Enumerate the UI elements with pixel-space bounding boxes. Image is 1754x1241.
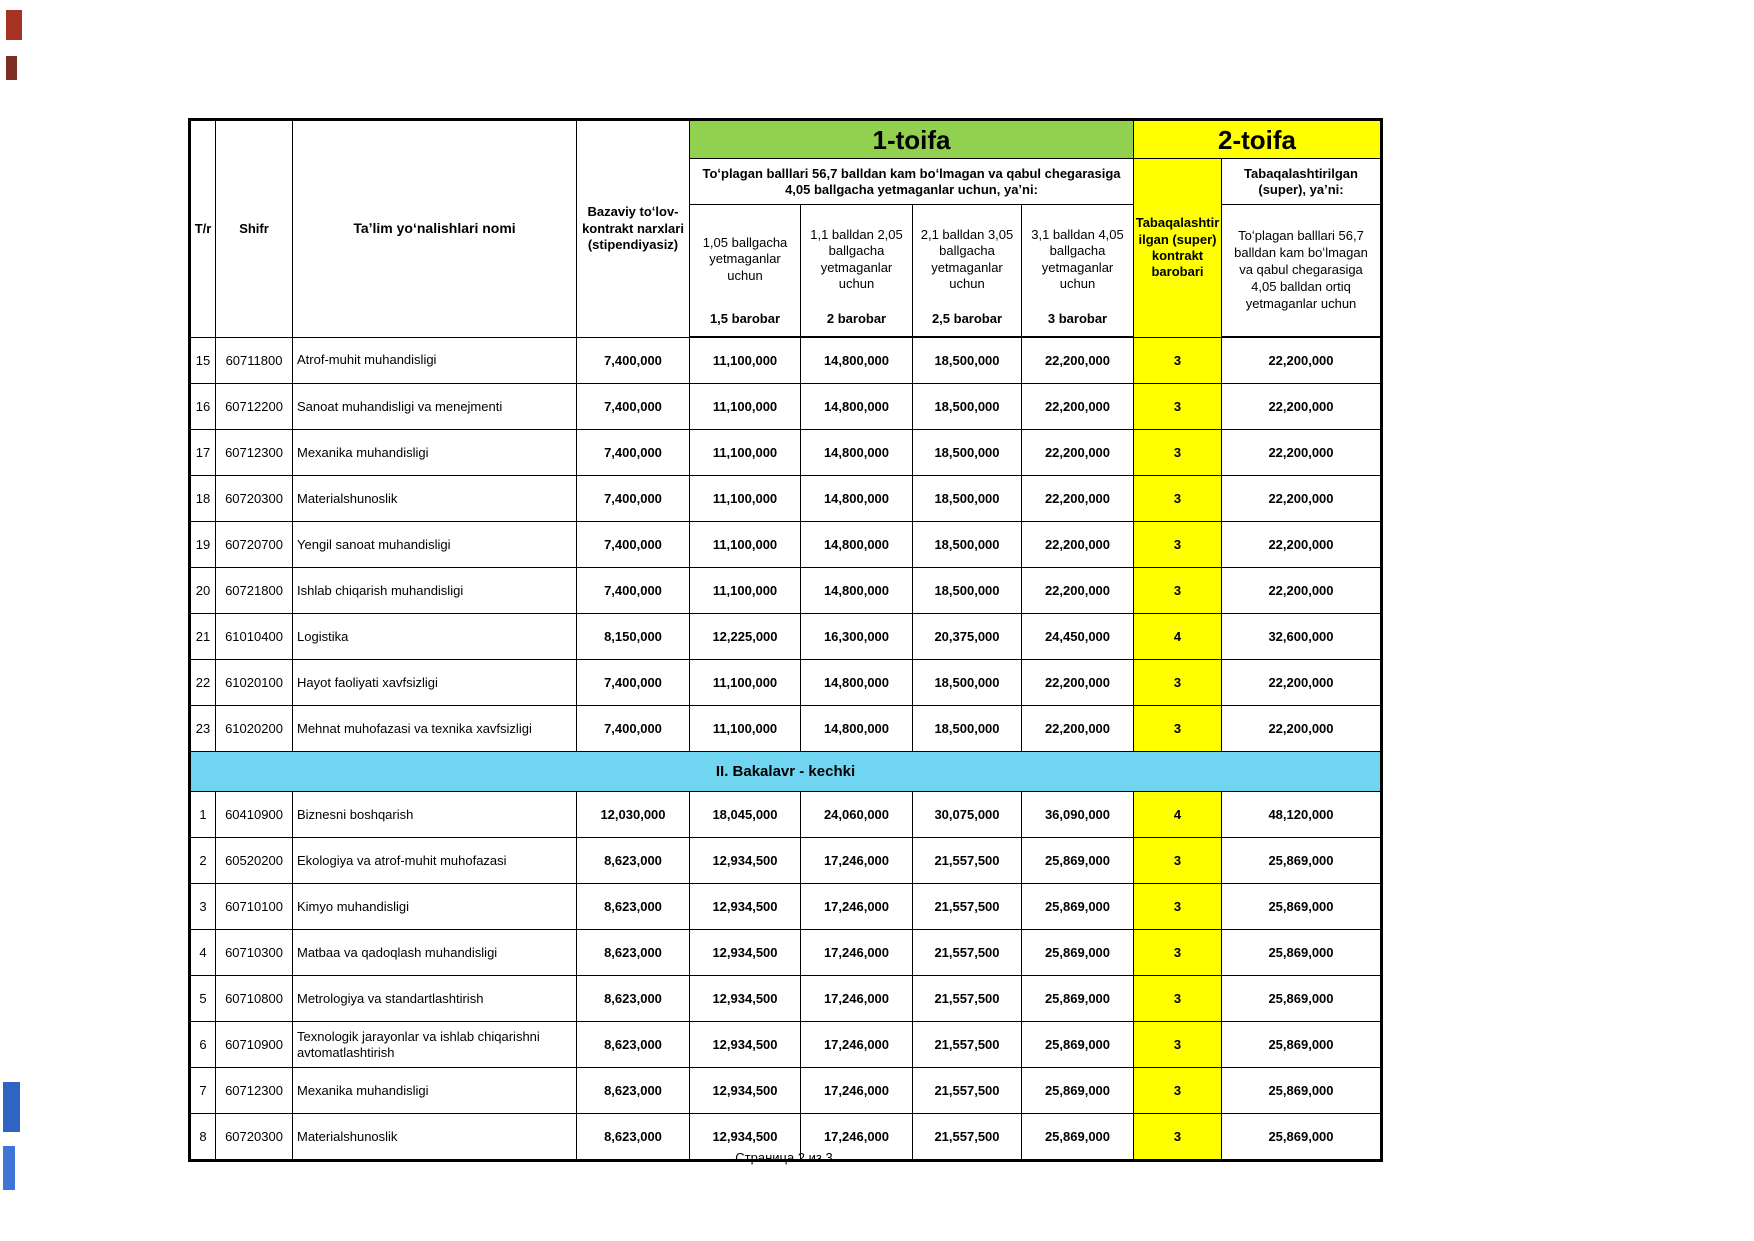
shifr-cell: 61020100	[216, 660, 293, 706]
price-3x-cell: 22,200,000	[1022, 706, 1134, 752]
row-number-cell: 5	[190, 976, 216, 1022]
table-row	[190, 930, 1382, 976]
shifr-cell: 60712300	[216, 1068, 293, 1114]
price-2-5x-cell: 21,557,500	[913, 884, 1022, 930]
price-3x-cell: 25,869,000	[1022, 884, 1134, 930]
price-1-5x-cell: 11,100,000	[690, 337, 801, 384]
super-price-cell: 25,869,000	[1222, 1068, 1382, 1114]
col-header-program-name: Taʼlim yoʻnalishlari nomi	[293, 120, 577, 338]
price-3x-cell: 25,869,000	[1022, 1114, 1134, 1161]
row-number-cell: 1	[190, 792, 216, 838]
table-row	[190, 706, 1382, 752]
shifr-cell: 60720300	[216, 1114, 293, 1161]
price-2-5x-cell: 21,557,500	[913, 1022, 1022, 1068]
table-row	[190, 660, 1382, 706]
price-3x-cell: 22,200,000	[1022, 337, 1134, 384]
table-row	[190, 976, 1382, 1022]
program-name-cell: Metrologiya va standartlashtirish	[293, 976, 577, 1022]
table-row	[190, 568, 1382, 614]
row-number-cell: 4	[190, 930, 216, 976]
super-price-cell: 48,120,000	[1222, 792, 1382, 838]
price-1-5x-cell: 12,934,500	[690, 1068, 801, 1114]
scan-edge-mark	[6, 56, 17, 80]
program-name-cell: Hayot faoliyati xavfsizligi	[293, 660, 577, 706]
price-2x-cell: 24,060,000	[801, 792, 913, 838]
price-1-5x-cell: 12,934,500	[690, 976, 801, 1022]
price-1-5x-cell: 11,100,000	[690, 476, 801, 522]
price-2x-cell: 14,800,000	[801, 384, 913, 430]
row-number-cell: 17	[190, 430, 216, 476]
bazaviy-price-cell: 7,400,000	[577, 660, 690, 706]
col-header-super-price: Toʻplagan balllari 56,7 balldan kam boʻlmagan va qabul chegarasiga 4,05 balldan ortiq yetmaganlar uchun	[1222, 205, 1382, 338]
bazaviy-price-cell: 8,150,000	[577, 614, 690, 660]
price-1-5x-cell: 11,100,000	[690, 430, 801, 476]
kontrakt-barobari-cell: 3	[1134, 976, 1222, 1022]
col-header-2-barobar	[801, 205, 913, 338]
shifr-cell: 60720700	[216, 522, 293, 568]
price-2-5x-cell: 18,500,000	[913, 384, 1022, 430]
subcol-factor: 3 barobar	[1047, 311, 1108, 326]
section-row	[190, 752, 1382, 792]
price-2-5x-cell: 18,500,000	[913, 568, 1022, 614]
shifr-cell: 60712200	[216, 384, 293, 430]
price-2-5x-cell: 30,075,000	[913, 792, 1022, 838]
table-row	[190, 522, 1382, 568]
kontrakt-barobari-cell: 3	[1134, 1022, 1222, 1068]
subcol-factor: 2 barobar	[826, 311, 887, 326]
kontrakt-barobari-cell: 3	[1134, 838, 1222, 884]
price-2x-cell: 17,246,000	[801, 930, 913, 976]
section-title: II. Bakalavr - kechki	[190, 752, 1382, 792]
row-number-cell: 20	[190, 568, 216, 614]
kontrakt-barobari-cell: 3	[1134, 1114, 1222, 1161]
price-2x-cell: 17,246,000	[801, 1022, 913, 1068]
kontrakt-barobari-cell: 3	[1134, 337, 1222, 384]
price-2x-cell: 14,800,000	[801, 430, 913, 476]
scan-edge-mark	[6, 10, 22, 40]
price-2-5x-cell: 21,557,500	[913, 1114, 1022, 1161]
price-3x-cell: 22,200,000	[1022, 384, 1134, 430]
subcol-desc: 1,1 balldan 2,05 ballgacha yetmaganlar uchun	[810, 227, 903, 291]
bazaviy-price-cell: 8,623,000	[577, 884, 690, 930]
shifr-cell: 60710900	[216, 1022, 293, 1068]
toifa1-banner: 1-toifa	[690, 120, 1134, 159]
program-name-cell: Biznesni boshqarish	[293, 792, 577, 838]
program-name-cell: Materialshunoslik	[293, 1114, 577, 1161]
program-name-cell: Atrof-muhit muhandisligi	[293, 337, 577, 384]
row-number-cell: 19	[190, 522, 216, 568]
kontrakt-barobari-cell: 3	[1134, 884, 1222, 930]
kontrakt-barobari-cell: 3	[1134, 706, 1222, 752]
bazaviy-price-cell: 7,400,000	[577, 337, 690, 384]
bazaviy-price-cell: 7,400,000	[577, 522, 690, 568]
super-price-cell: 22,200,000	[1222, 568, 1382, 614]
super-price-cell: 22,200,000	[1222, 384, 1382, 430]
price-1-5x-cell: 12,934,500	[690, 838, 801, 884]
col-header-2-5-barobar	[913, 205, 1022, 338]
row-number-cell: 8	[190, 1114, 216, 1161]
shifr-cell: 60721800	[216, 568, 293, 614]
price-1-5x-cell: 12,225,000	[690, 614, 801, 660]
super-price-cell: 22,200,000	[1222, 430, 1382, 476]
program-name-cell: Materialshunoslik	[293, 476, 577, 522]
shifr-cell: 60520200	[216, 838, 293, 884]
toifa2-note: Tabaqalashtirilgan (super), yaʼni:	[1222, 159, 1382, 205]
table-row	[190, 1022, 1382, 1068]
price-2x-cell: 14,800,000	[801, 568, 913, 614]
scan-edge-mark	[3, 1146, 15, 1190]
price-2-5x-cell: 21,557,500	[913, 838, 1022, 884]
program-name-cell: Texnologik jarayonlar va ishlab chiqarishni avtomatlashtirish	[293, 1022, 577, 1068]
price-2-5x-cell: 21,557,500	[913, 930, 1022, 976]
program-name-cell: Logistika	[293, 614, 577, 660]
super-price-cell: 25,869,000	[1222, 1114, 1382, 1161]
subcol-desc: 2,1 balldan 3,05 ballgacha yetmaganlar uchun	[920, 227, 1014, 291]
row-number-cell: 2	[190, 838, 216, 884]
program-name-cell: Mexanika muhandisligi	[293, 430, 577, 476]
program-name-cell: Matbaa va qadoqlash muhandisligi	[293, 930, 577, 976]
price-3x-cell: 25,869,000	[1022, 1022, 1134, 1068]
shifr-cell: 61010400	[216, 614, 293, 660]
price-1-5x-cell: 11,100,000	[690, 568, 801, 614]
price-2-5x-cell: 18,500,000	[913, 660, 1022, 706]
price-2x-cell: 17,246,000	[801, 884, 913, 930]
price-3x-cell: 22,200,000	[1022, 476, 1134, 522]
price-2-5x-cell: 18,500,000	[913, 430, 1022, 476]
price-3x-cell: 25,869,000	[1022, 838, 1134, 884]
shifr-cell: 60720300	[216, 476, 293, 522]
price-3x-cell: 25,869,000	[1022, 1068, 1134, 1114]
shifr-cell: 60712300	[216, 430, 293, 476]
row-number-cell: 21	[190, 614, 216, 660]
table-row	[190, 884, 1382, 930]
row-number-cell: 18	[190, 476, 216, 522]
toifa1-note: Toʻplagan balllari 56,7 balldan kam boʻlmagan va qabul chegarasiga 4,05 ballgacha yetmaganlar uchun, yaʼni:	[690, 159, 1134, 205]
price-2-5x-cell: 18,500,000	[913, 476, 1022, 522]
price-3x-cell: 22,200,000	[1022, 568, 1134, 614]
price-2x-cell: 17,246,000	[801, 1114, 913, 1161]
super-price-cell: 32,600,000	[1222, 614, 1382, 660]
row-number-cell: 3	[190, 884, 216, 930]
shifr-cell: 60410900	[216, 792, 293, 838]
price-2x-cell: 14,800,000	[801, 522, 913, 568]
bazaviy-price-cell: 7,400,000	[577, 568, 690, 614]
row-number-cell: 22	[190, 660, 216, 706]
table-row	[190, 337, 1382, 384]
shifr-cell: 60710300	[216, 930, 293, 976]
price-2x-cell: 17,246,000	[801, 838, 913, 884]
subcol-desc: 3,1 balldan 4,05 ballgacha yetmaganlar uchun	[1031, 227, 1124, 291]
row-number-cell: 7	[190, 1068, 216, 1114]
program-name-cell: Mehnat muhofazasi va texnika xavfsizligi	[293, 706, 577, 752]
col-header-tr: T/r	[190, 120, 216, 338]
kontrakt-barobari-cell: 3	[1134, 384, 1222, 430]
page-number: Страница 2 из 3	[735, 1150, 833, 1165]
shifr-cell: 60710800	[216, 976, 293, 1022]
shifr-cell: 61020200	[216, 706, 293, 752]
toifa2-banner: 2-toifa	[1134, 120, 1382, 159]
price-3x-cell: 25,869,000	[1022, 976, 1134, 1022]
price-1-5x-cell: 11,100,000	[690, 384, 801, 430]
program-name-cell: Ishlab chiqarish muhandisligi	[293, 568, 577, 614]
subcol-factor: 1,5 barobar	[709, 311, 781, 326]
kontrakt-barobari-cell: 3	[1134, 568, 1222, 614]
super-price-cell: 25,869,000	[1222, 1022, 1382, 1068]
bazaviy-price-cell: 8,623,000	[577, 1068, 690, 1114]
kontrakt-barobari-cell: 3	[1134, 430, 1222, 476]
col-header-shifr: Shifr	[216, 120, 293, 338]
kontrakt-barobari-cell: 4	[1134, 792, 1222, 838]
super-price-cell: 25,869,000	[1222, 930, 1382, 976]
price-2-5x-cell: 21,557,500	[913, 976, 1022, 1022]
price-2-5x-cell: 18,500,000	[913, 706, 1022, 752]
price-2x-cell: 17,246,000	[801, 976, 913, 1022]
table-row	[190, 476, 1382, 522]
bazaviy-price-cell: 8,623,000	[577, 1022, 690, 1068]
shifr-cell: 60711800	[216, 337, 293, 384]
table-row	[190, 838, 1382, 884]
kontrakt-barobari-cell: 3	[1134, 522, 1222, 568]
price-2-5x-cell: 21,557,500	[913, 1068, 1022, 1114]
price-1-5x-cell: 12,934,500	[690, 1114, 801, 1161]
price-2-5x-cell: 18,500,000	[913, 522, 1022, 568]
subcol-desc: 1,05 ballgacha yetmaganlar uchun	[702, 235, 788, 283]
super-price-cell: 22,200,000	[1222, 706, 1382, 752]
row-number-cell: 6	[190, 1022, 216, 1068]
price-3x-cell: 25,869,000	[1022, 930, 1134, 976]
bazaviy-price-cell: 7,400,000	[577, 430, 690, 476]
bazaviy-price-cell: 8,623,000	[577, 930, 690, 976]
super-price-cell: 22,200,000	[1222, 337, 1382, 384]
kontrakt-barobari-cell: 3	[1134, 660, 1222, 706]
price-2-5x-cell: 18,500,000	[913, 337, 1022, 384]
price-2x-cell: 14,800,000	[801, 337, 913, 384]
price-3x-cell: 36,090,000	[1022, 792, 1134, 838]
price-3x-cell: 22,200,000	[1022, 522, 1134, 568]
col-header-bazaviy: Bazaviy toʻlov-kontrakt narxlari (stipendiyasiz)	[577, 120, 690, 338]
kontrakt-barobari-cell: 3	[1134, 930, 1222, 976]
price-1-5x-cell: 12,934,500	[690, 1022, 801, 1068]
kontrakt-barobari-cell: 3	[1134, 1068, 1222, 1114]
subcol-factor: 2,5 barobar	[931, 311, 1003, 326]
table-row	[190, 614, 1382, 660]
col-header-barobari: Tabaqalashtirilgan (super) kontrakt barobari	[1134, 159, 1222, 338]
shifr-cell: 60710100	[216, 884, 293, 930]
super-price-cell: 22,200,000	[1222, 522, 1382, 568]
super-price-cell: 25,869,000	[1222, 976, 1382, 1022]
price-1-5x-cell: 18,045,000	[690, 792, 801, 838]
col-header-1-5-barobar	[690, 205, 801, 338]
table-row	[190, 384, 1382, 430]
bazaviy-price-cell: 7,400,000	[577, 476, 690, 522]
price-3x-cell: 24,450,000	[1022, 614, 1134, 660]
price-1-5x-cell: 12,934,500	[690, 884, 801, 930]
price-2x-cell: 14,800,000	[801, 476, 913, 522]
table-row	[190, 792, 1382, 838]
table-header	[190, 120, 1382, 338]
table-body	[190, 337, 1382, 1161]
bazaviy-price-cell: 12,030,000	[577, 792, 690, 838]
table-row	[190, 1068, 1382, 1114]
table-row	[190, 430, 1382, 476]
price-1-5x-cell: 11,100,000	[690, 522, 801, 568]
kontrakt-barobari-cell: 3	[1134, 476, 1222, 522]
kontrakt-barobari-cell: 4	[1134, 614, 1222, 660]
price-2-5x-cell: 20,375,000	[913, 614, 1022, 660]
price-2x-cell: 17,246,000	[801, 1068, 913, 1114]
price-3x-cell: 22,200,000	[1022, 430, 1134, 476]
program-name-cell: Kimyo muhandisligi	[293, 884, 577, 930]
super-price-cell: 22,200,000	[1222, 476, 1382, 522]
price-1-5x-cell: 12,934,500	[690, 930, 801, 976]
price-1-5x-cell: 11,100,000	[690, 660, 801, 706]
row-number-cell: 23	[190, 706, 216, 752]
bazaviy-price-cell: 8,623,000	[577, 976, 690, 1022]
price-3x-cell: 22,200,000	[1022, 660, 1134, 706]
bazaviy-price-cell: 8,623,000	[577, 838, 690, 884]
program-name-cell: Yengil sanoat muhandisligi	[293, 522, 577, 568]
price-2x-cell: 14,800,000	[801, 706, 913, 752]
bazaviy-price-cell: 8,623,000	[577, 1114, 690, 1161]
super-price-cell: 25,869,000	[1222, 884, 1382, 930]
program-name-cell: Mexanika muhandisligi	[293, 1068, 577, 1114]
program-name-cell: Ekologiya va atrof-muhit muhofazasi	[293, 838, 577, 884]
col-header-3-barobar	[1022, 205, 1134, 338]
scan-edge-mark	[3, 1082, 20, 1132]
program-name-cell: Sanoat muhandisligi va menejmenti	[293, 384, 577, 430]
row-number-cell: 15	[190, 337, 216, 384]
bazaviy-price-cell: 7,400,000	[577, 384, 690, 430]
price-2x-cell: 16,300,000	[801, 614, 913, 660]
bazaviy-price-cell: 7,400,000	[577, 706, 690, 752]
price-1-5x-cell: 11,100,000	[690, 706, 801, 752]
price-2x-cell: 14,800,000	[801, 660, 913, 706]
super-price-cell: 22,200,000	[1222, 660, 1382, 706]
super-price-cell: 25,869,000	[1222, 838, 1382, 884]
row-number-cell: 16	[190, 384, 216, 430]
tuition-price-table	[188, 118, 1383, 1162]
